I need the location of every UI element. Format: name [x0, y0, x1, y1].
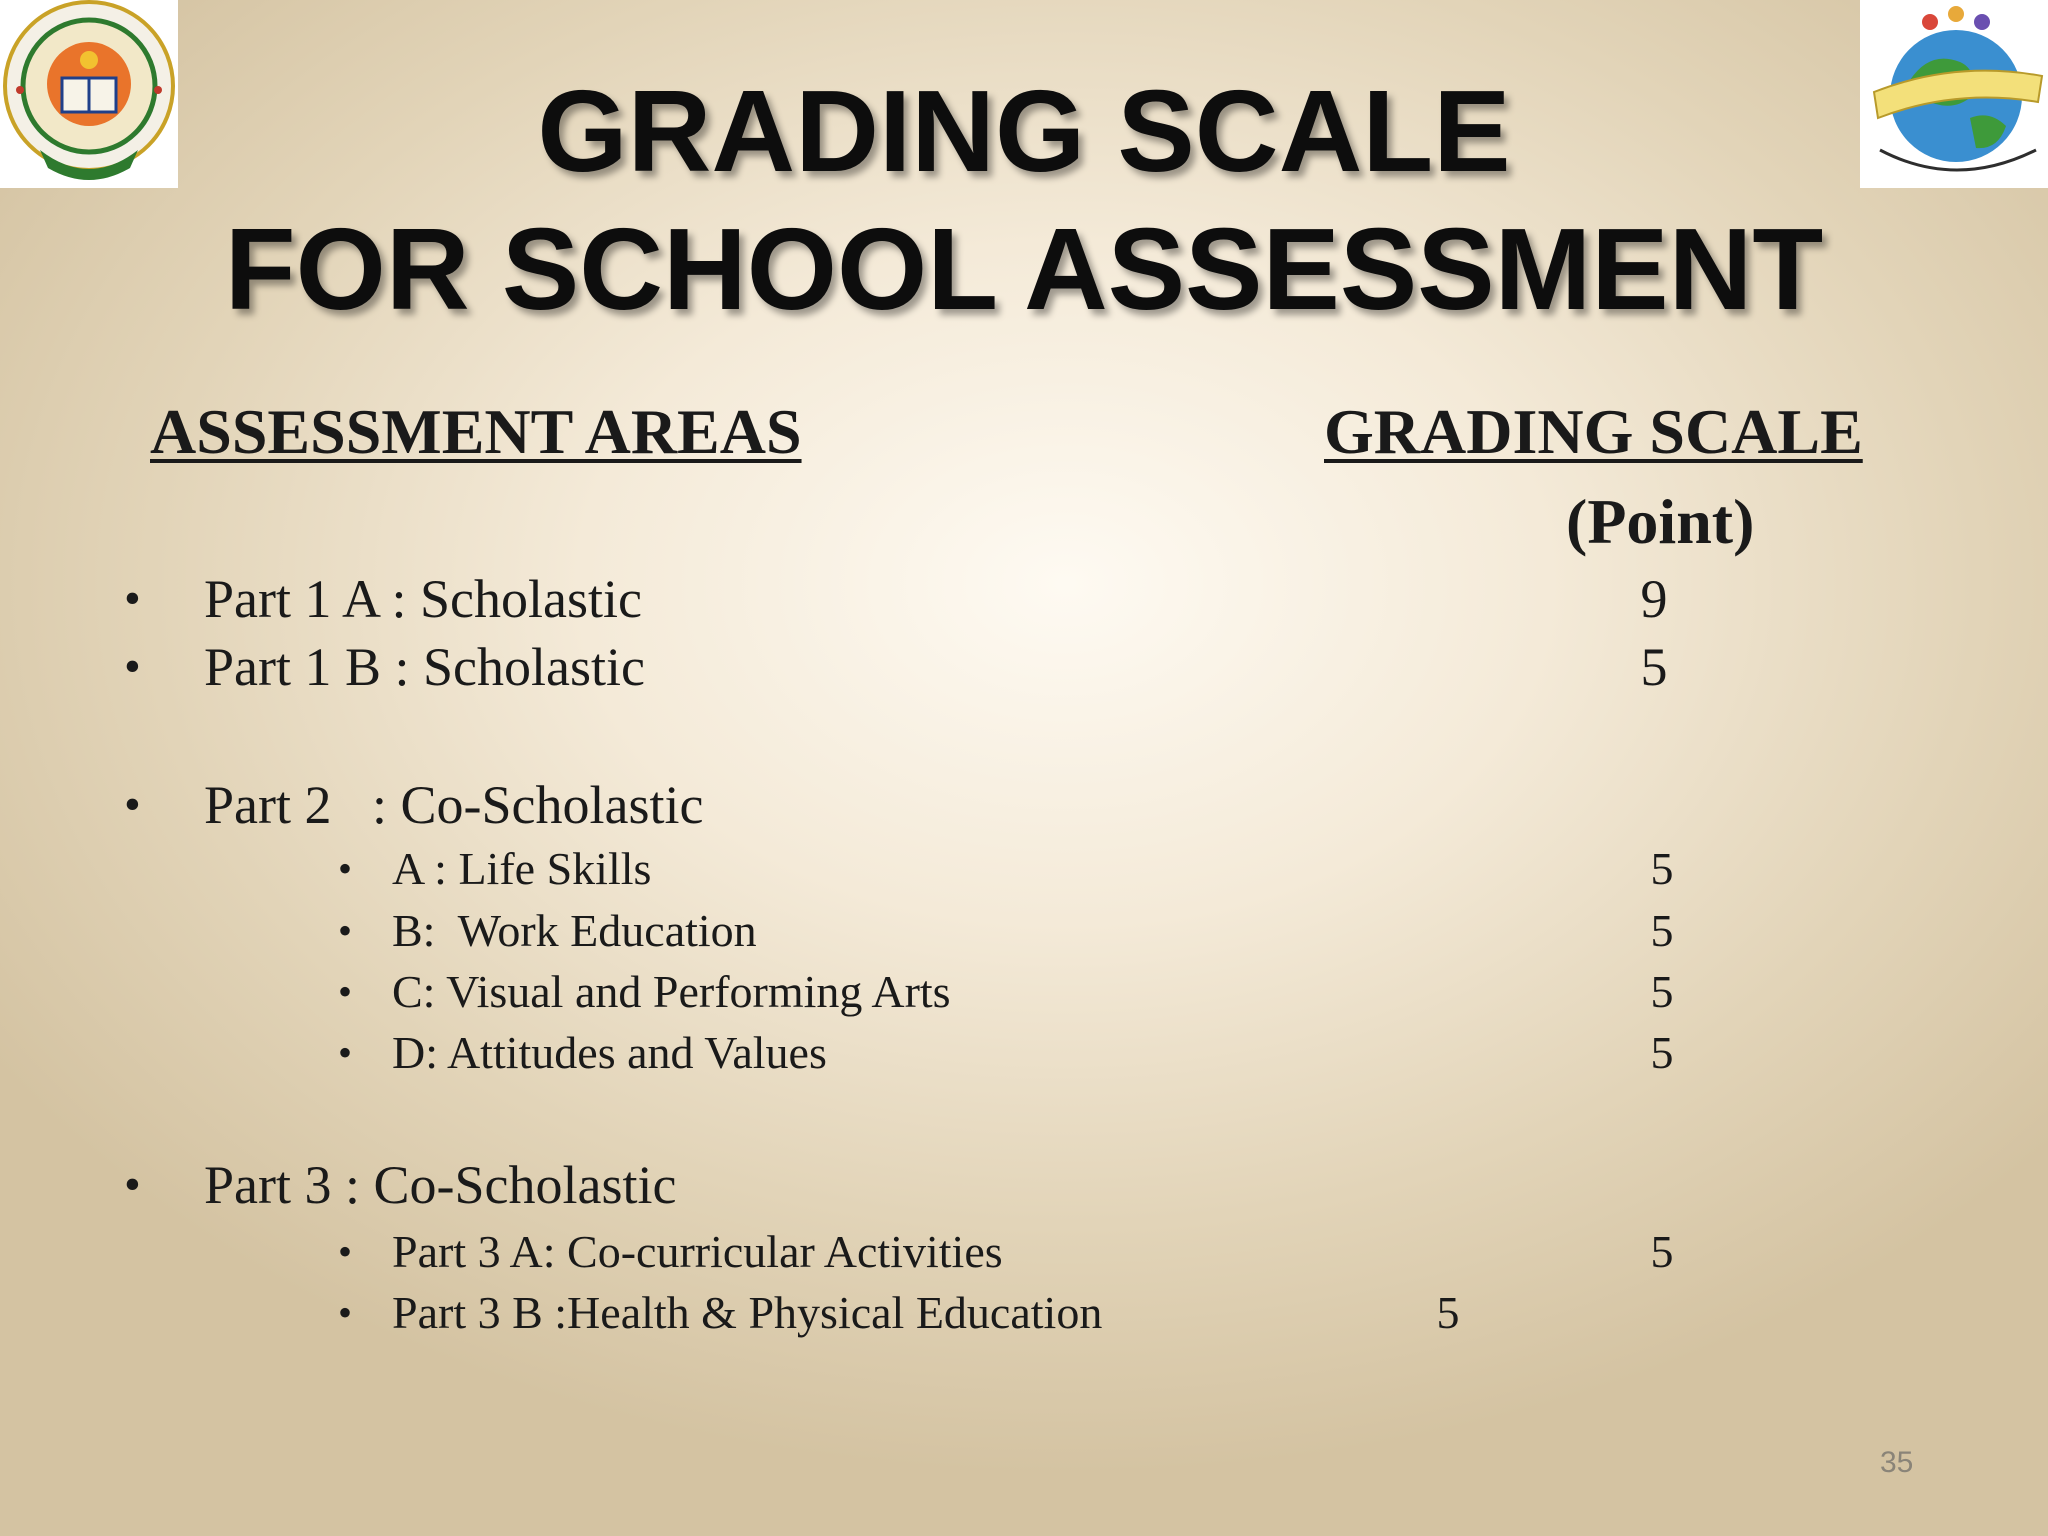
grade-points: 5: [1650, 966, 1674, 1017]
slide-page-number: 35: [1880, 1446, 1914, 1479]
grade-points: 5: [1650, 1027, 1674, 1078]
list-item: [0, 1217, 2048, 1287]
bullet-icon: •: [338, 969, 353, 1014]
list-item: [0, 957, 2048, 1027]
list-item: [0, 834, 2048, 904]
list-item: [0, 564, 2048, 634]
grade-points: 9: [1640, 569, 1668, 629]
grading-scale-header: GRADING SCALE: [1324, 396, 1863, 467]
title-line-1: GRADING SCALE: [537, 66, 1511, 196]
grade-points: 5: [1650, 905, 1674, 956]
assessment-area-label: B: Work Education: [392, 905, 757, 956]
bullet-icon: •: [338, 1030, 353, 1075]
assessment-area-label: Part 3 A: Co-curricular Activities: [392, 1226, 1003, 1277]
grade-points: 5: [1436, 1287, 1460, 1338]
bullet-icon: •: [338, 1290, 353, 1335]
bullet-icon: •: [124, 640, 141, 693]
list-item: [0, 770, 2048, 840]
bullet-icon: •: [124, 1158, 141, 1211]
assessment-area-label: Part 2 : Co-Scholastic: [204, 775, 704, 835]
grade-points: 5: [1650, 1226, 1674, 1277]
bullet-icon: •: [338, 1229, 353, 1274]
grade-points: 5: [1640, 637, 1668, 697]
list-item: [0, 632, 2048, 702]
bullet-icon: •: [124, 778, 141, 831]
grading-scale-unit: (Point): [1566, 486, 1755, 557]
list-item: [0, 1018, 2048, 1088]
title-line-2: FOR SCHOOL ASSESSMENT: [224, 204, 1824, 334]
slide-title: [0, 62, 2048, 338]
assessment-area-label: C: Visual and Performing Arts: [392, 966, 951, 1017]
assessment-area-label: Part 1 B : Scholastic: [204, 637, 645, 697]
bullet-icon: •: [338, 908, 353, 953]
bullet-icon: •: [124, 572, 141, 625]
assessment-area-label: Part 3 : Co-Scholastic: [204, 1155, 677, 1215]
assessment-area-label: A : Life Skills: [392, 843, 652, 894]
grade-points: 5: [1650, 843, 1674, 894]
assessment-area-label: Part 1 A : Scholastic: [204, 569, 642, 629]
bullet-icon: •: [338, 846, 353, 891]
list-item: [0, 1278, 2048, 1348]
assessment-areas-header: ASSESSMENT AREAS: [150, 396, 802, 467]
assessment-area-label: Part 3 B :Health & Physical Education: [392, 1287, 1103, 1338]
list-item: [0, 896, 2048, 966]
assessment-area-label: D: Attitudes and Values: [392, 1027, 827, 1078]
list-item: [0, 1150, 2048, 1220]
